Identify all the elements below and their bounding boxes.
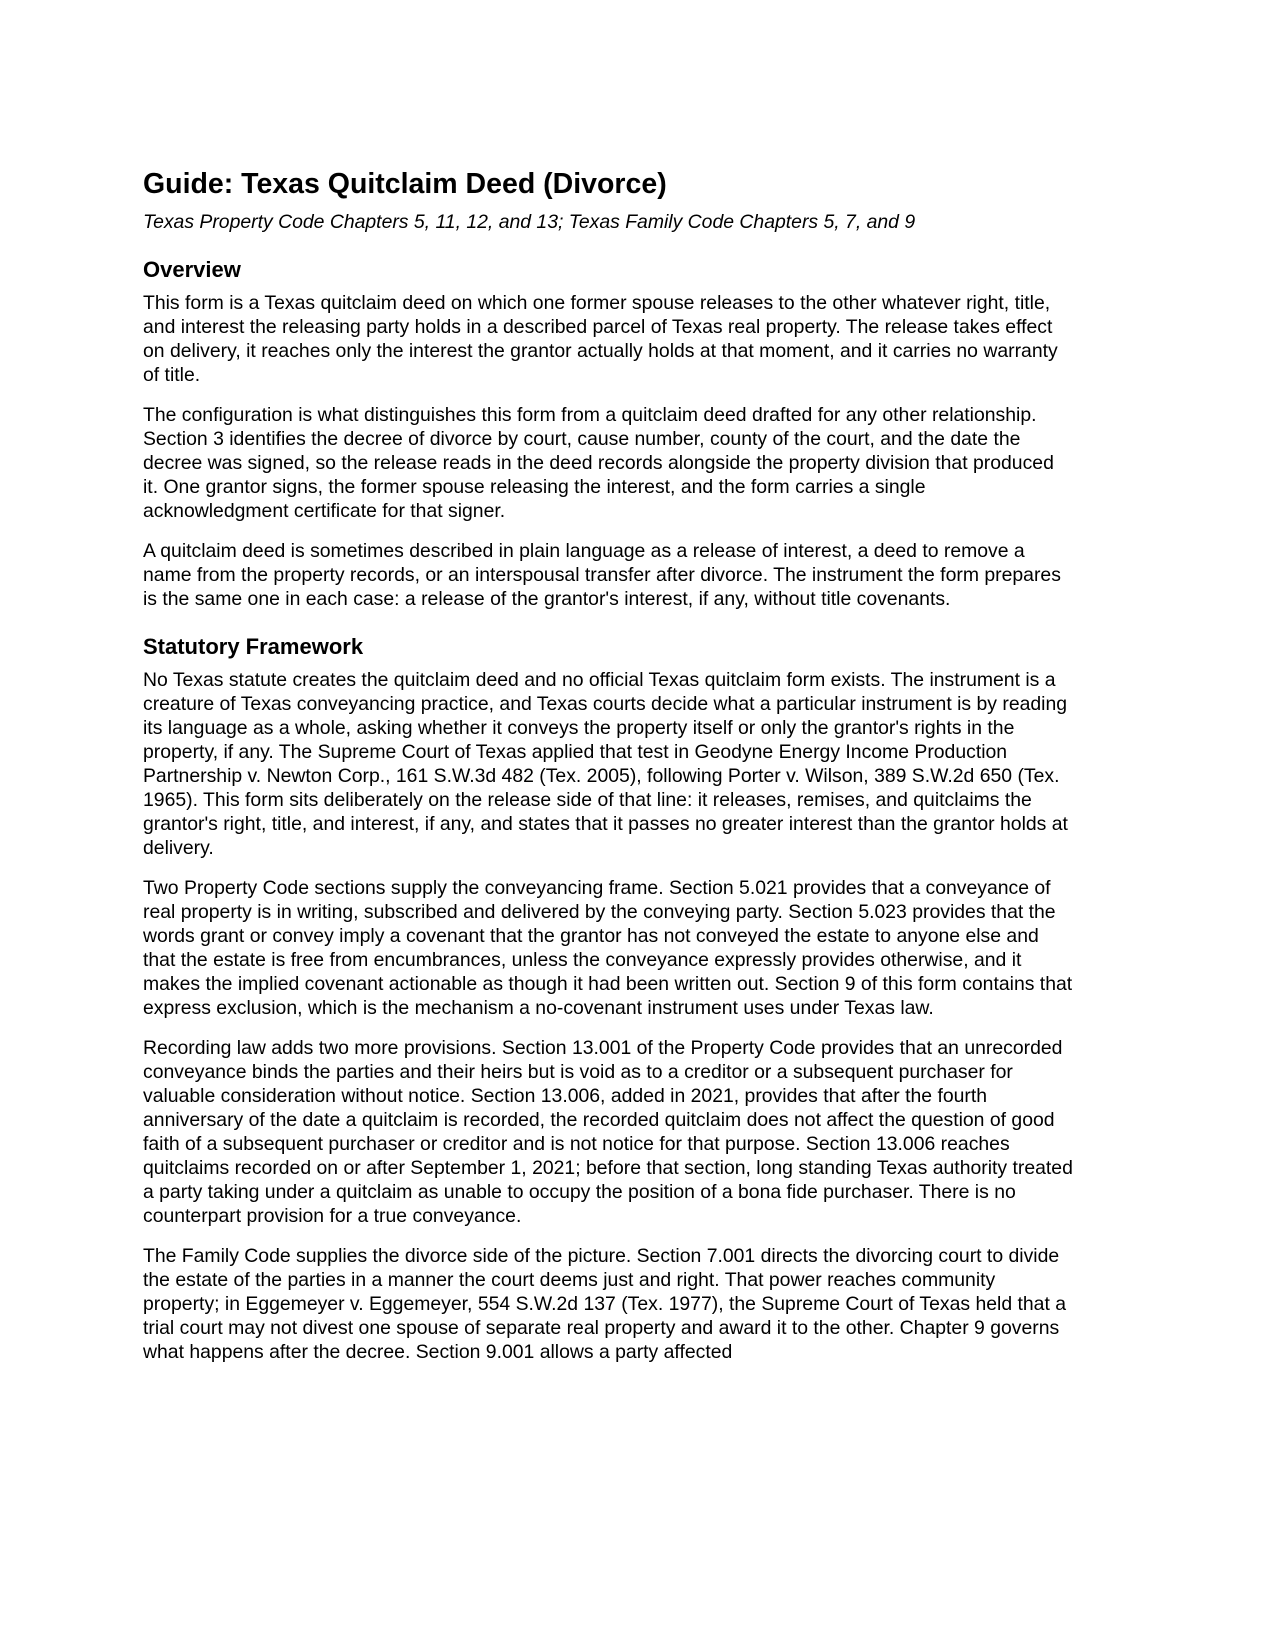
document-subtitle: Texas Property Code Chapters 5, 11, 12, and 13; Texas Family Code Chapters 5, 7, and 9: [143, 211, 916, 233]
section-heading-overview: Overview: [143, 257, 241, 282]
overview-paragraph: A quitclaim deed is sometimes described in plain language as a release of interest, a deed to remove a name from the property records, or an interspousal transfer after divorce. The instrument the form prepares is the same one in each case: a release of the grantor's interest, if any, without title covenants.: [143, 540, 1061, 610]
section-heading-statutory-framework: Statutory Framework: [143, 634, 364, 659]
statutory-framework-paragraph: The Family Code supplies the divorce side of the picture. Section 7.001 directs the divorcing court to divide the estate of the parties in a manner the court deems just and right. That power reaches community property; in Eggemeyer v. Eggemeyer, 554 S.W.2d 137 (Tex. 1977), the Supreme Court of Texas held that a trial court may not divest one spouse of separate real property and award it to the other. Chapter 9 governs what happens after the decree. Section 9.001 allows a party affected: [143, 1245, 1067, 1363]
statutory-framework-paragraph: Two Property Code sections supply the conveyancing frame. Section 5.021 provides that a conveyance of real property is in writing, subscribed and delivered by the conveying party. Section 5.023 provides that the words grant or convey imply a covenant that the grantor has not conveyed the estate to anyone else and that the estate is free from encumbrances, unless the conveyance expressly provides otherwise, and it makes the implied covenant actionable as though it had been written out. Section 9 of this form contains that express exclusion, which is the mechanism a no-covenant instrument uses under Texas law.: [143, 877, 1073, 1019]
document-title: Guide: Texas Quitclaim Deed (Divorce): [143, 168, 667, 200]
overview-paragraph: This form is a Texas quitclaim deed on which one former spouse releases to the other whatever right, title, and interest the releasing party holds in a described parcel of Texas real property. The release takes effect on delivery, it reaches only the interest the grantor actually holds at that moment, and it carries no warranty of title.: [143, 292, 1058, 386]
overview-paragraph: The configuration is what distinguishes this form from a quitclaim deed drafted for any other relationship. Section 3 identifies the decree of divorce by court, cause number, county of the court, and the date the decree was signed, so the release reads in the deed records alongside the property division that produced it. One grantor signs, the former spouse releasing the interest, and the form carries a single acknowledgment certificate for that signer.: [143, 404, 1054, 522]
statutory-framework-paragraph: Recording law adds two more provisions. Section 13.001 of the Property Code provides that an unrecorded conveyance binds the parties and their heirs but is void as to a creditor or a subsequent purchaser for valuable consideration without notice. Section 13.006, added in 2021, provides that after the fourth anniversary of the date a quitclaim is recorded, the recorded quitclaim does not affect the question of good faith of a subsequent purchaser or creditor and is not notice for that purpose. Section 13.006 reaches quitclaims recorded on or after September 1, 2021; before that section, long standing Texas authority treated a party taking under a quitclaim as unable to occupy the position of a bona fide purchaser. There is no counterpart provision for a true conveyance.: [143, 1037, 1073, 1227]
statutory-framework-paragraph: No Texas statute creates the quitclaim deed and no official Texas quitclaim form exists. The instrument is a creature of Texas conveyancing practice, and Texas courts decide what a particular instrument is by reading its language as a whole, asking whether it conveys the property itself or only the grantor's rights in the property, if any. The Supreme Court of Texas applied that test in Geodyne Energy Income Production Partnership v. Newton Corp., 161 S.W.3d 482 (Tex. 2005), following Porter v. Wilson, 389 S.W.2d 650 (Tex. 1965). This form sits deliberately on the release side of that line: it releases, remises, and quitclaims the grantor's right, title, and interest, if any, and states that it passes no greater interest than the grantor holds at delivery.: [143, 669, 1068, 859]
document-page: [143, 166, 1073, 1364]
